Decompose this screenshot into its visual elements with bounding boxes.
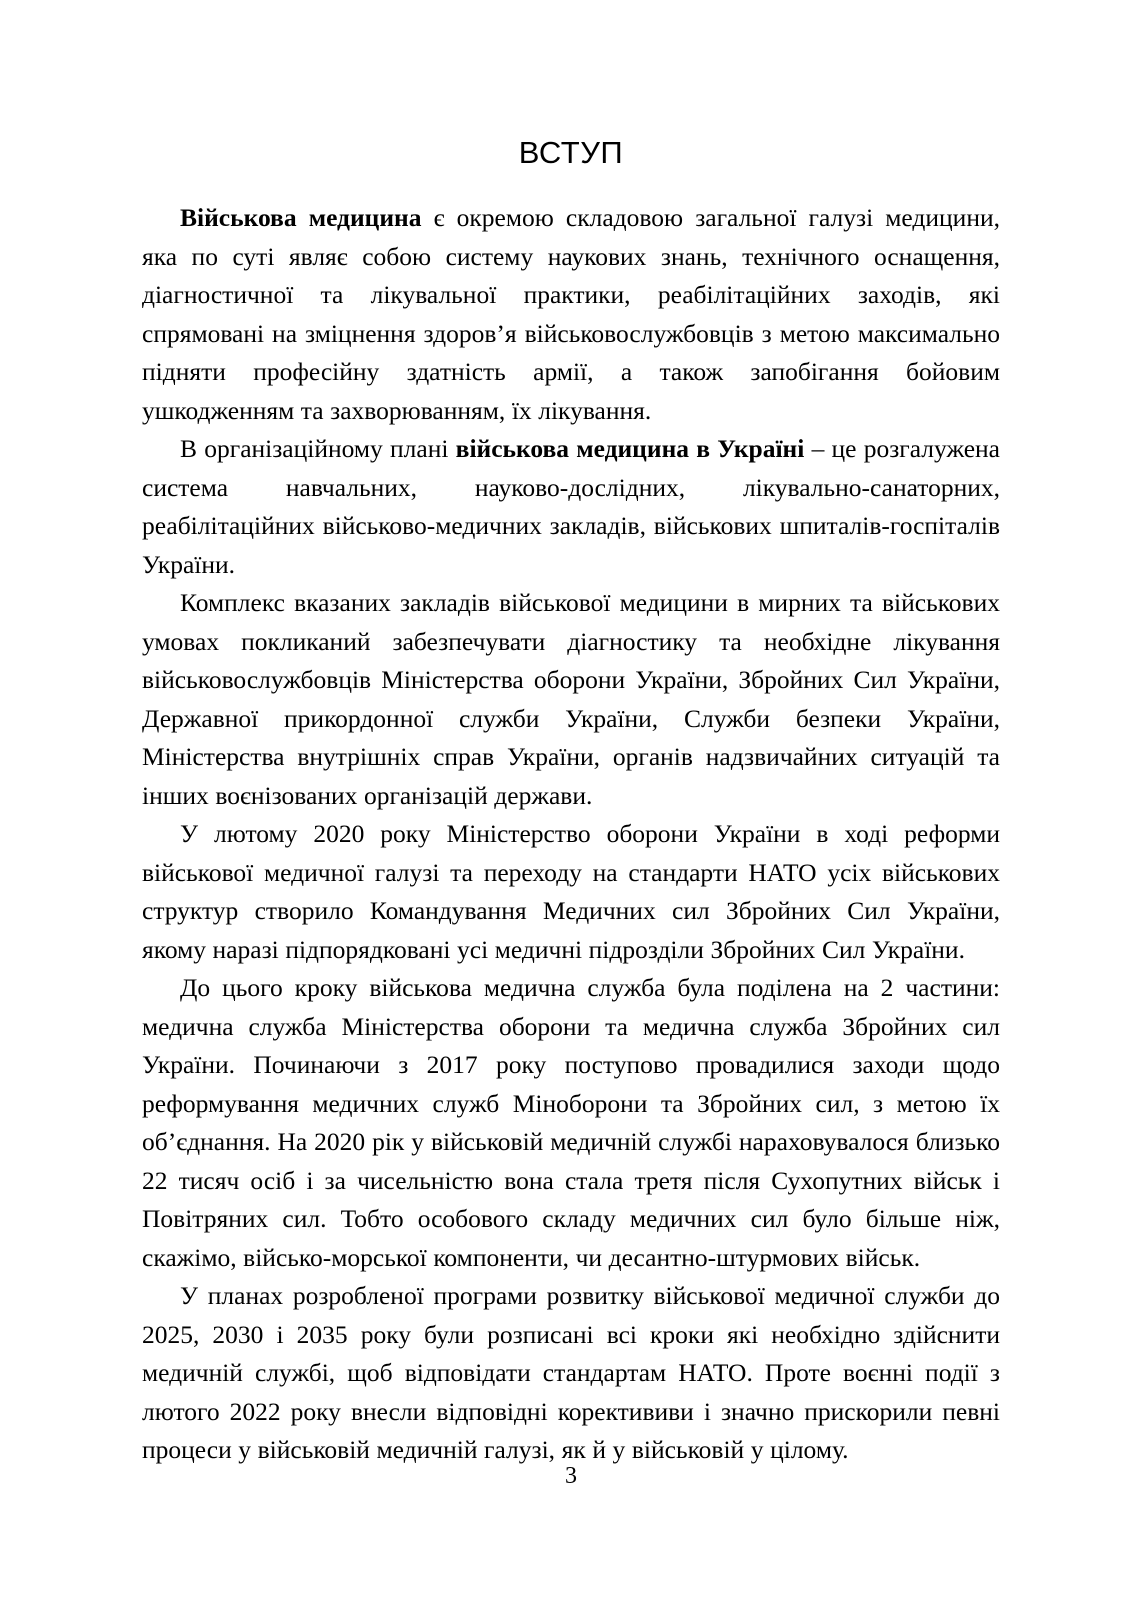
- page-number: 3: [565, 1463, 577, 1489]
- paragraph-3: Комплекс вказаних закладів військової медицини в мирних та військових умовах покликаний забезпечувати діагностику та необхідне лікування військовослужбовців Міністерства оборони України, Збройних Сил України, Державної прикордонної служби України, Служби безпеки України, Міністерства внутрішніх справ України, органів надзвичайних ситуацій та інших воєнізованих організацій держави.: [142, 588, 1000, 810]
- page-title: ВСТУП: [518, 135, 624, 170]
- paragraph-6: У планах розробленої програми розвитку військової медичної служби до 2025, 2030 і 2035 року були розписані всі кроки які необхідно здійснити медичній службі, щоб відповідати стандартам НАТО. Проте воєнні події з лютого 2022 року внесли відповідні коректививи і значно прискорили певні процеси у військовій медичній галузі, як й у військовій у цілому.: [142, 1281, 1000, 1465]
- paragraph-1-text: є окремою складовою загальної галузі медицини, яка по суті являє собою систему наукових знань, технічного оснащення, діагностичної та лікувальної практики, реабілітаційних заходів, які спрямовані на зміцнення здоров’я військовослужбовців з метою максимально підняти професійну здатність армії, а також запобігання бойовим ушкодженням та захворюванням, їх лікування.: [142, 203, 1000, 425]
- paragraph-2-bold: військова медицина в Україні: [455, 434, 805, 464]
- paragraph-1: [142, 199, 1000, 430]
- paragraph-2-text-before: В організаційному плані: [180, 434, 456, 464]
- body-text: [142, 199, 1000, 1470]
- paragraph-1-lead-bold: Військова медицина: [180, 203, 422, 233]
- paragraph-4: У лютому 2020 року Міністерство оборони України в ході реформи військової медичної галузі та переходу на стандарти НАТО усіх військових структур створило Командування Медичних сил Збройних Сил України, якому наразі підпорядковані усі медичні підрозділи Збройних Сил України.: [142, 819, 1000, 964]
- page-content: [142, 0, 1000, 1470]
- paragraph-2: [142, 430, 1000, 584]
- paragraph-2-text-after: – це розгалужена система навчальних, науково-дослідних, лікувально-санаторних, реабілітаційних військово-медичних закладів, військових шпиталів-госпіталів України.: [142, 434, 1001, 579]
- paragraph-5: До цього кроку військова медична служба була поділена на 2 частини: медична служба Міністерства оборони та медична служба Збройних сил України. Починаючи з 2017 року поступово провадилися заходи щодо реформування медичних служб Міноборони та Збройних сил, з метою їх об’єднання. На 2020 рік у військовій медичній службі нараховувалося близько 22 тисяч осіб і за чисельністю вона стала третя після Сухопутних військ і Повітряних сил. Тобто особового складу медичних сил було більше ніж, скажімо, військо-морської компоненти, чи десантно-штурмових військ.: [142, 973, 1000, 1272]
